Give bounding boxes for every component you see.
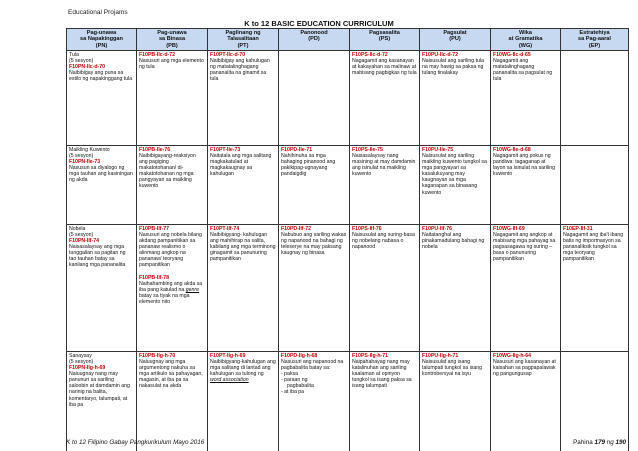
competency-text: Nahihinuha sa mga bahaging pinanood ang pakikipag-ugnayang pandaigdig [281, 152, 336, 178]
cell-pd [279, 351, 350, 451]
cell-pd [279, 50, 350, 145]
sessions-label: (5 sesyon) [69, 57, 94, 64]
competency-text: Naibibigyang-kahulugan ang mga salitang di lantad ang kahulugan sa tulong ng [210, 358, 276, 378]
competency-text: Nagagamit ang kasanayan at kakayahan sa malinaw at mabisang pagbigkas ng tula [352, 57, 417, 77]
competency-code: F10PS-IIc-d-72 [352, 51, 388, 58]
competency-code: F10PB-IIe-76 [139, 146, 171, 153]
list-item: - at iba pa [281, 389, 305, 396]
table-header-row [67, 29, 629, 51]
cell-pu [420, 145, 491, 224]
competency-text: Nasusuri ang kasanayan at kaisahan sa pagpapalawak ng pangungusap [493, 358, 556, 378]
competency-code: F10PB-IIc-d-72 [139, 51, 176, 58]
col-header-ps: Pagsasalita (PS) [350, 29, 420, 51]
table-row [67, 224, 629, 351]
page-number: Pahina 179 ng 190 [573, 439, 626, 446]
competency-code: F10PN-IIg-h-69 [69, 365, 106, 372]
col-header-pb: Pag-unawa sa Binasa (PB) [137, 29, 208, 51]
footer-doc-title: K to 12 Filipino Gabay Pangkurikulum Mayo 2016 [66, 439, 205, 446]
cell-pu [420, 224, 491, 351]
cell-pu [420, 50, 491, 145]
competency-text: Naiuugnay nang may panunuri sa sariling saloobin at damdamin ang narinig na balita, komentaryo, talumpati, at iba pa [69, 371, 130, 408]
competency-text-2: Naihahambing ang akda sa iba pang katulad na [139, 280, 203, 293]
list-item: pagbabalita [287, 383, 314, 390]
cell-ep [561, 145, 629, 224]
cell-pt [208, 145, 279, 224]
topic-label: Maikling Kuwento [69, 146, 110, 153]
competency-text: Nasusuri ang mga elemento ng tula [139, 57, 204, 71]
competency-code: F10PT-IIe-73 [210, 146, 241, 153]
sessions-label: (5 sesyon) [69, 231, 94, 238]
document-title: K to 12 BASIC EDUCATION CURRICULUM [244, 19, 394, 28]
competency-text: Naisusulat ang sariling tula na may hawig sa paksa ng tulang tinalakay [422, 57, 484, 77]
competency-text: Naisasalaysay nang masining at may damdamin ang isinulat na maikling kuwento [352, 152, 416, 178]
competency-code: F10PN-IIf-74 [69, 238, 99, 245]
list-item: - paksa [281, 371, 299, 378]
table-row [67, 351, 629, 451]
topic-label: Nobela [69, 225, 86, 232]
cell-pd [279, 224, 350, 351]
topic-label: Sanaysay [69, 352, 92, 359]
competency-text: Naitatala ang mga salitang magkakatulad at magkakaugnay sa kahulugan [210, 152, 272, 178]
cell-wg [491, 145, 561, 224]
competency-text: Naisasalaysay ang mga tunggalian sa pagitan ng tao tauhan batay sa kanilang mga pananalita [69, 244, 126, 269]
competency-code: F10PT-IIg-h-69 [210, 352, 246, 359]
topic-label: Tula [69, 51, 79, 58]
col-header-wg: Wika at Gramatika (WG) [491, 29, 561, 51]
competency-code: F10PB-IIf-77 [139, 225, 169, 232]
competency-code: F10PT-IIf-74 [210, 225, 240, 232]
competency-code: F10PS-IIe-75 [352, 146, 383, 153]
competency-text: Nagagamit ang pokus ng pandiwa: tagaganap at layon sa isinulat na sariling kuwento [493, 152, 555, 178]
cell-ep [561, 224, 629, 351]
cell-ep [561, 351, 629, 451]
competency-code: F10PD-IIg-h-68 [281, 352, 318, 359]
competency-code: F10PU-IIc-d-72 [422, 51, 459, 58]
col-header-ep: Estratehiya sa Pag-aaral (EP) [561, 29, 629, 51]
cell-wg [491, 50, 561, 145]
competency-code: F10WG-IIf-69 [493, 225, 525, 232]
genre-term: genre [185, 286, 200, 293]
competency-code: F10PU-IIe-75 [422, 146, 454, 153]
competency-code: F10PB-IIg-h-70 [139, 352, 176, 359]
table-row [67, 145, 629, 224]
competency-text: Naibibigayang-reaksiyon ang pagiging makatotohanan/ di-makatotohanan ng mga pangyayari sa maikling kuwento [139, 152, 196, 190]
competency-code: F10PD-IIf-72 [281, 225, 311, 232]
competency-code: F10PN-IIc-d-70 [69, 64, 106, 71]
competency-text: Nasusuri sa diyalogo ng mga tauhan ang kasiningan ng akda [69, 165, 133, 184]
col-header-pn: Pag-unawa sa Napakinggan (PN) [67, 29, 137, 51]
competency-text: Naibibigay ang puna sa estilo ng napakinggang tula [69, 70, 133, 83]
cell-wg [491, 351, 561, 451]
col-header-pt: Paglinang ng Talasalitaan (PT) [208, 29, 279, 51]
competency-text: Nagagamit ang angkop at mabisang mga pahayag sa pagsasagawa ng suring –basa o panunuring pampanitikan [493, 231, 556, 263]
org-label: Educational Projams [68, 9, 128, 16]
competency-code: F10WG-IIg-h-64 [493, 352, 532, 359]
cell-pn [67, 145, 137, 224]
cell-pb [137, 50, 208, 145]
cell-wg [491, 224, 561, 351]
competency-text: Naibibigyang- kahulugan ang mahihirap na salita, kabilang ang mga terminong ginagamit sa panunuring pampanitikan [210, 231, 276, 263]
competency-text: Naitatanghal ang pinakamadulang bahagi ng nobela [422, 231, 485, 251]
col-header-pu: Pagsulat (PU) [420, 29, 491, 51]
table-row [67, 50, 629, 145]
competency-code: F10WG-IIc-d-65 [493, 51, 531, 58]
cell-pn [67, 50, 137, 145]
word-association-term: word association [210, 377, 249, 384]
competency-code: F10PU-IIf-76 [422, 225, 452, 232]
cell-pb: F10PB-IIg-h-70 Naiuugnay ang mga argumentong nakuha sa mga artikulo sa pahayagan, magasin, at iba pa sa nakasulat na akda [137, 351, 208, 451]
sessions-label: (5 sesyon) [69, 152, 94, 159]
cell-pt [208, 50, 279, 145]
competency-code: F10PS-IIf-76 [352, 225, 382, 232]
competency-text: Naisusulat ang isang talumpati tungkol sa isang kontrobersyal na isyu [422, 358, 482, 378]
competency-text: Nagagamit ang iba't ibang batis ng impormasyon sa pananaliksik tungkol sa mga teoryang pampanitikan [563, 231, 624, 263]
competency-text: Nagagamit ang matatalinghagang pananalita sa pagsulat ng tula [493, 57, 553, 83]
sessions-label: (5 sesyon) [69, 358, 94, 365]
competency-text: Naipahahayag nang may katalinuhan ang sariling kaalaman at opinyon tungkol sa isang paksa sa isang talumpati [352, 358, 412, 390]
competency-code: F10WG-IIe-d-68 [493, 146, 531, 153]
curriculum-table [66, 28, 629, 451]
competency-code: F10PD-IIe-71 [281, 146, 313, 153]
competency-text: Naiuugnay ang mga argumentong nakuha sa mga artikulo sa pahayagan, magasin, at iba pa sa nakasulat na [139, 358, 203, 390]
competency-text: Nasusuri ang napanood na pagbabalita batay sa: [281, 358, 344, 372]
cell-ps [350, 351, 420, 451]
competency-text: Naisusulat ang sariling maikling kuwento tungkol sa mga pangyayari sa kasalukuyang may kaugnayan sa mga kaganapan sa binasang kuwento [422, 152, 487, 196]
competency-code: F10PT-IIc-d-70 [210, 51, 246, 58]
competency-text: Nasusuri ang nobela bilang akdang pampanitikan sa pananaw realismo o alinmang angkop na pananaw/ teoryang pampanitikan [139, 231, 202, 269]
cell-ps [350, 224, 420, 351]
list-item: - paraan ng [281, 377, 308, 384]
competency-code: F10PS-IIg-h-71 [352, 352, 389, 359]
cell-pn [67, 351, 137, 451]
col-header-pd: Panonood (PD) [279, 29, 350, 51]
cell-pd [279, 145, 350, 224]
cell-pt [208, 351, 279, 451]
cell-pb [137, 145, 208, 224]
cell-pn [67, 224, 137, 351]
cell-pb: F10PB-IIf-77 Nasusuri ang nobela bilang akdang pampanitikan sa pananaw realismo o alinmang angkop na pananaw/ teoryang pampanitikan F10PB-IIf-78 Naihahambing ang akda sa iba pang katulad na genre batay sa tiyak na mga elemento nito [137, 224, 208, 351]
competency-text: Nabubuo ang sariling wakas ng napanood na bahagi ng teleserye na may paksang kaugnay ng binasa [281, 231, 347, 257]
competency-code: F10EP-IIf-31 [563, 225, 593, 232]
cell-ps [350, 50, 420, 145]
cell-ps [350, 145, 420, 224]
competency-text: Naibibigay ang kahulugan ng matatalinghagang pananalita na ginamit sa tula [210, 57, 270, 83]
competency-code: F10PU-IIg-h-71 [422, 352, 459, 359]
cell-pt [208, 224, 279, 351]
competency-text: Naisusulat ang suring-basa ng nobelang nabasa o napanood [352, 231, 415, 251]
competency-code-2: F10PB-IIf-78 [139, 274, 169, 281]
cell-ep [561, 50, 629, 145]
cell-pu [420, 351, 491, 451]
competency-code: F10PN-IIe-73 [69, 159, 101, 166]
